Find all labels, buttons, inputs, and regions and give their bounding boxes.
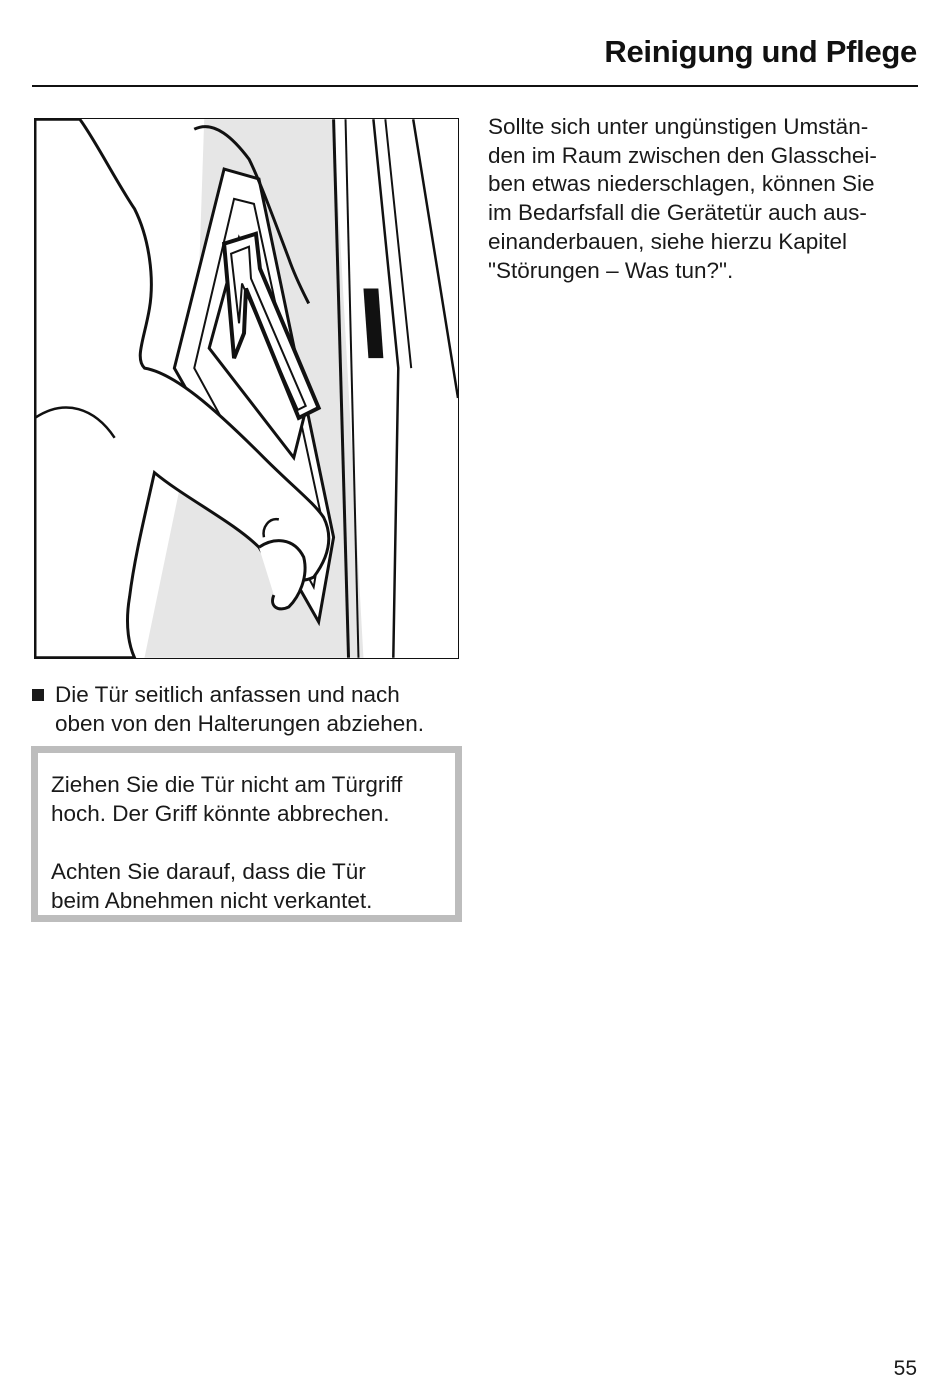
warning-paragraph-2 <box>51 858 372 915</box>
page-title: Reinigung und Pflege <box>604 34 917 69</box>
page-number: 55 <box>893 1357 917 1380</box>
instruction-line: Die Tür seitlich anfassen und nach <box>55 682 400 707</box>
header-rule <box>32 85 918 87</box>
warning-paragraph-1 <box>51 771 402 828</box>
side-paragraph <box>488 113 918 285</box>
square-bullet-icon <box>32 689 44 701</box>
side-text-line: ben etwas niederschlagen, können Sie <box>488 171 875 197</box>
door-removal-illustration <box>34 118 459 659</box>
side-text-line: "Störungen – Was tun?". <box>488 257 734 283</box>
warning-line: Ziehen Sie die Tür nicht am Türgriff <box>51 772 403 797</box>
appliance-slot <box>363 288 383 358</box>
warning-box <box>31 746 462 922</box>
side-text-line: im Bedarfsfall die Gerätetür auch aus- <box>488 200 867 226</box>
warning-line: beim Abnehmen nicht verkantet. <box>51 887 373 913</box>
instruction-step <box>32 681 462 738</box>
door-removal-drawing <box>35 119 458 658</box>
appliance-edge-5 <box>413 119 458 398</box>
warning-line: Achten Sie darauf, dass die Tür <box>51 859 366 884</box>
side-text-line: den im Raum zwischen den Glasschei- <box>488 142 877 168</box>
side-text-line: Sollte sich unter ungünstigen Umstän- <box>488 114 869 139</box>
side-text-line: einanderbauen, siehe hierzu Kapitel <box>488 228 848 254</box>
appliance-edge-4 <box>385 119 411 368</box>
instruction-line: oben von den Halterungen abziehen. <box>55 710 425 736</box>
warning-line: hoch. Der Griff könnte abbrechen. <box>51 800 390 826</box>
